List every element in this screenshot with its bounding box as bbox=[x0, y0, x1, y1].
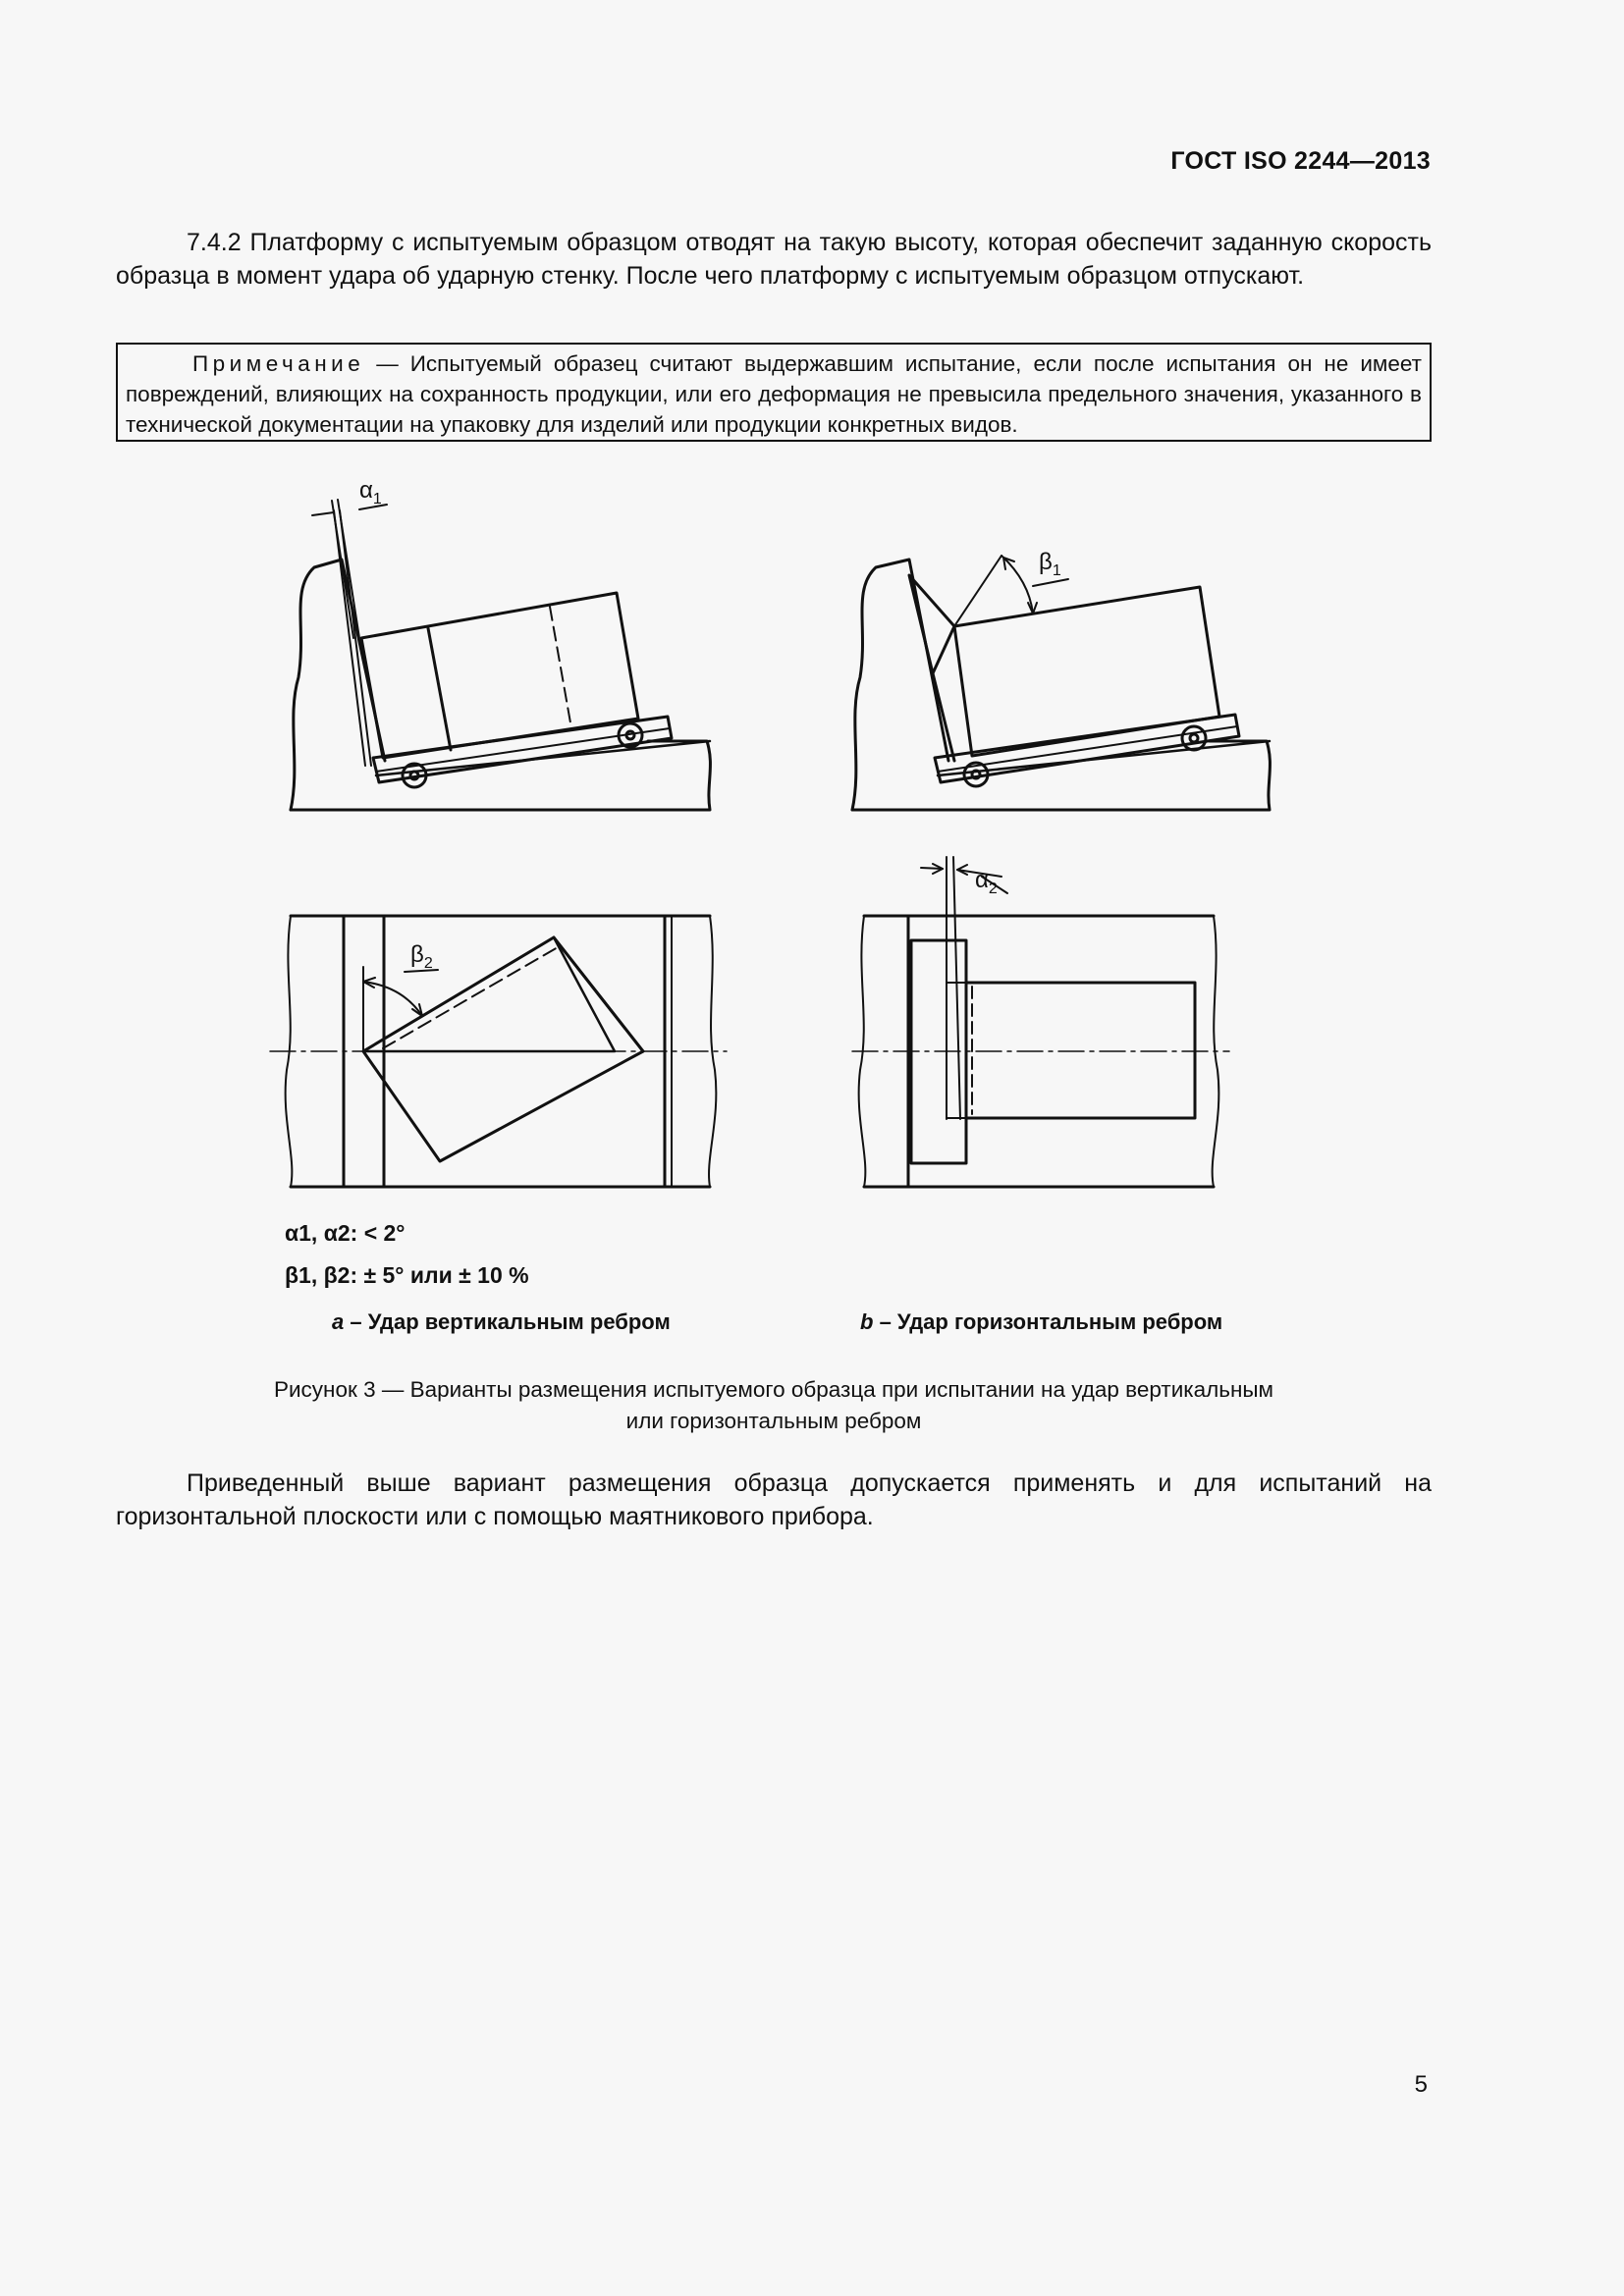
panel-a-top-specimen bbox=[363, 937, 643, 1161]
panel-a-ground bbox=[291, 741, 710, 810]
paragraph-after-figure-text: Приведенный выше вариант размещения образца допускается применять и для испытаний на горизонтальной плоскости или с помощью маятникового прибора. bbox=[116, 1469, 1432, 1530]
figure-caption-line-2: или горизонтальным ребром bbox=[625, 1409, 922, 1433]
note-text: — Испытуемый образец считают выдержавшим испытание, если после испытания он не имеет повреждений, влияющих на сохранность продукции, или его деформация не превысила предельного значения, указанного в технической документации на упаковку для изделий или продукции конкретных видов. bbox=[126, 351, 1422, 437]
note-label: Примечание bbox=[192, 351, 365, 376]
sub-caption-b-text: – Удар горизонтальным ребром bbox=[873, 1309, 1223, 1334]
alpha1-label: $\alpha_1$ bbox=[359, 477, 382, 507]
paragraph-7-4-2 bbox=[116, 226, 1432, 293]
figure-legend-beta: β1, β2: ± 5° или ± 10 % bbox=[285, 1262, 529, 1288]
panel-a-specimen bbox=[361, 593, 638, 758]
figure-legend-alpha: α1, α2: < 2° bbox=[285, 1220, 406, 1246]
beta2-label: $\beta_2$ bbox=[410, 941, 433, 972]
panel-b-wheel-right bbox=[1182, 726, 1206, 750]
standard-code-header: ГОСТ ISO 2244—2013 bbox=[1170, 147, 1431, 175]
panel-a-ground-slope bbox=[376, 741, 710, 775]
panel-b-ground bbox=[852, 741, 1270, 810]
panel-a-platform bbox=[373, 717, 672, 782]
paragraph-after-figure bbox=[116, 1467, 1432, 1533]
panel-a-wheel-left bbox=[403, 764, 426, 787]
panel-b-top-specimen bbox=[966, 983, 1195, 1118]
sub-caption-a-letter: a bbox=[332, 1309, 345, 1334]
panel-a-side-view bbox=[291, 500, 710, 810]
panel-b-wheel-left bbox=[964, 763, 988, 786]
panel-b-platform bbox=[935, 715, 1239, 782]
panel-b-ground-slope bbox=[938, 741, 1270, 775]
panel-b-top-wall bbox=[911, 940, 966, 1163]
panel-b-specimen bbox=[954, 587, 1219, 756]
panel-b-top-view bbox=[852, 857, 1229, 1187]
sub-caption-b-letter: b bbox=[860, 1309, 874, 1334]
note-box bbox=[116, 343, 1432, 442]
figure-caption-line-1: Рисунок 3 — Варианты размещения испытуемого образца при испытании на удар вертикальным bbox=[273, 1377, 1274, 1402]
panel-a-impact-wall bbox=[291, 560, 385, 810]
sub-caption-a bbox=[332, 1309, 671, 1335]
panel-b-side-view bbox=[852, 556, 1270, 810]
panel-a-wheel-right bbox=[619, 723, 642, 747]
panel-b-impact-wall bbox=[852, 560, 948, 810]
panel-a-top-view bbox=[270, 916, 727, 1187]
figure-caption bbox=[116, 1374, 1432, 1437]
page-number: 5 bbox=[1414, 2071, 1428, 2098]
paragraph-7-4-2-text: 7.4.2 Платформу с испытуемым образцом отводят на такую высоту, которая обеспечит заданную скорость образца в момент удара об ударную стенку. После чего платформу с испытуемым образцом отпускают. bbox=[116, 229, 1432, 290]
sub-caption-b bbox=[860, 1309, 1222, 1335]
beta1-label: $\beta_1$ bbox=[1039, 549, 1061, 579]
sub-caption-a-text: – Удар вертикальным ребром bbox=[344, 1309, 671, 1334]
alpha2-label: $\alpha_2$ bbox=[975, 867, 998, 897]
panel-b-wedge bbox=[909, 575, 954, 673]
